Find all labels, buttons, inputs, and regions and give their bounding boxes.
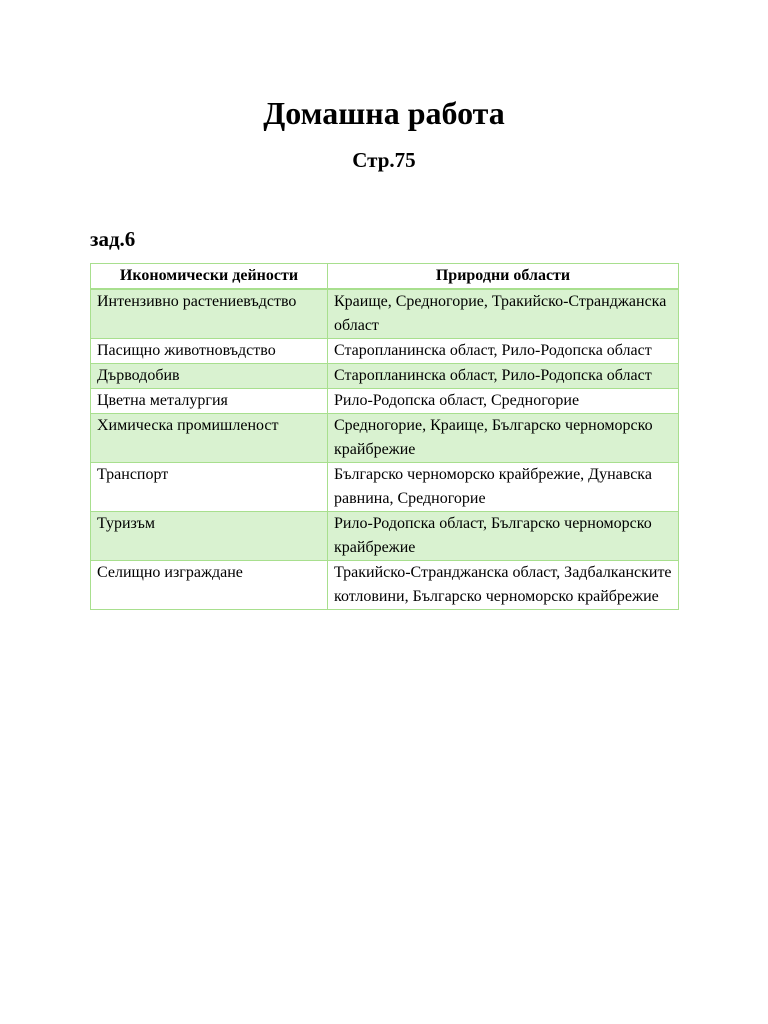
table-row: [91, 512, 679, 561]
table-row: [91, 561, 679, 610]
activities-table: [90, 263, 679, 610]
header-natural-regions: Природни области: [328, 264, 679, 290]
table-row: [91, 414, 679, 463]
regions-cell: Българско черноморско крайбрежие, Дунавска равнина, Средногорие: [328, 463, 679, 512]
activity-cell: Туризъм: [91, 512, 328, 561]
regions-cell: Краище, Средногорие, Тракийско-Странджанска област: [328, 289, 679, 339]
page-subtitle: Стр.75: [352, 148, 416, 172]
header-economic-activities: Икономически дейности: [91, 264, 328, 290]
page-title: Домашна работа: [263, 95, 505, 131]
activity-cell: Дърводобив: [91, 364, 328, 389]
regions-cell: Тракийско-Странджанска област, Задбалканските котловини, Българско черноморско крайбрежие: [328, 561, 679, 610]
regions-cell: Средногорие, Краище, Българско черноморско крайбрежие: [328, 414, 679, 463]
table-header-row: [91, 264, 679, 290]
task-heading: зад.6: [90, 227, 136, 251]
activity-cell: Селищно изграждане: [91, 561, 328, 610]
activity-cell: Интензивно растениевъдство: [91, 289, 328, 339]
regions-cell: Старопланинска област, Рило-Родопска област: [328, 364, 679, 389]
activity-cell: Химическа промишленост: [91, 414, 328, 463]
table-row: [91, 463, 679, 512]
regions-cell: Рило-Родопска област, Средногорие: [328, 389, 679, 414]
table-row: [91, 289, 679, 339]
table-row: [91, 339, 679, 364]
regions-cell: Старопланинска област, Рило-Родопска област: [328, 339, 679, 364]
regions-cell: Рило-Родопска област, Българско черноморско крайбрежие: [328, 512, 679, 561]
activity-cell: Пасищно животновъдство: [91, 339, 328, 364]
activity-cell: Транспорт: [91, 463, 328, 512]
table-row: [91, 364, 679, 389]
table-row: [91, 389, 679, 414]
activity-cell: Цветна металургия: [91, 389, 328, 414]
